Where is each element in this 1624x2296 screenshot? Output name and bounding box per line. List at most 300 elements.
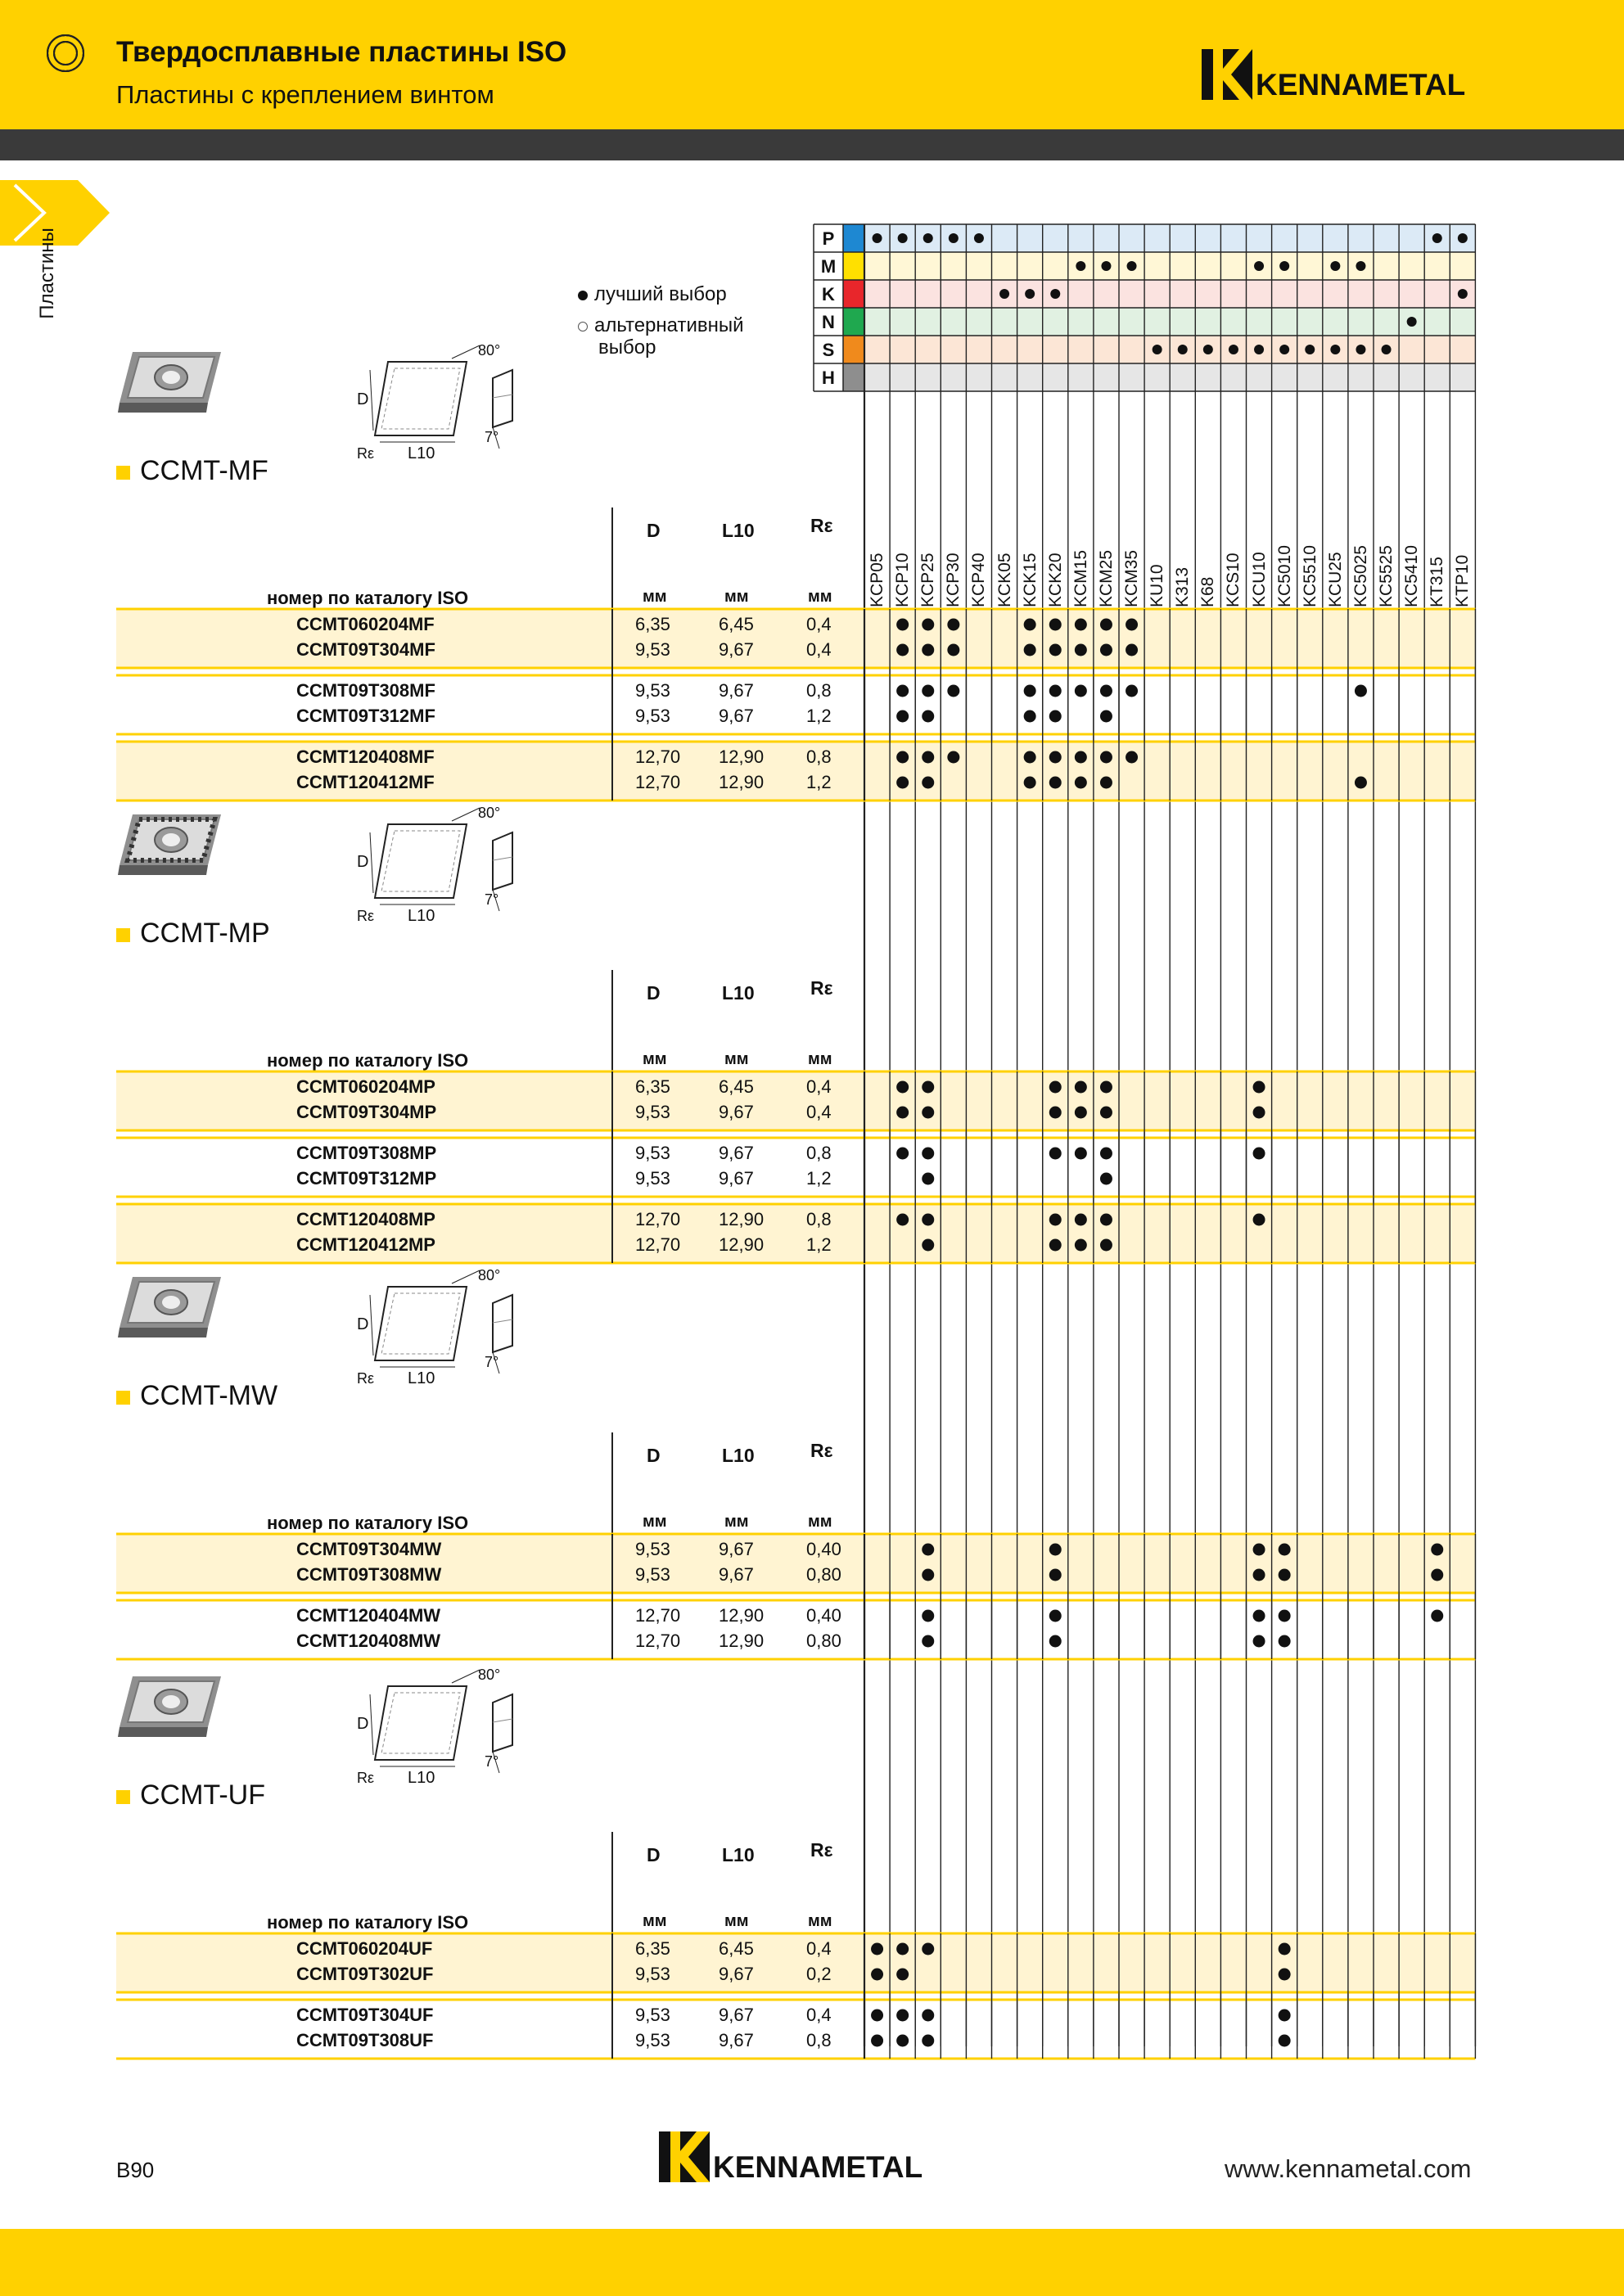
- dim-re: 0,8: [806, 1143, 832, 1163]
- grade-dot: [947, 751, 959, 764]
- material-dot: [1178, 345, 1188, 354]
- material-letter-k: K: [822, 284, 835, 304]
- dim-l10: 9,67: [719, 1143, 754, 1163]
- diagram-l10-label: L10: [408, 444, 435, 462]
- footer-band: [0, 2229, 1624, 2296]
- footer-kennametal-logo: [659, 2130, 933, 2185]
- grade-dot: [1100, 751, 1112, 764]
- grade-dot: [1024, 644, 1036, 656]
- grade-dot: [1100, 685, 1112, 697]
- diagram-l10-label: L10: [408, 1769, 435, 1787]
- diagram-re-label: Rε: [357, 1770, 375, 1786]
- material-dot: [1279, 345, 1289, 354]
- page-title: Твердосплавные пластины ISO: [116, 36, 567, 68]
- grade-dot: [922, 751, 934, 764]
- grade-header-kc5010: KC5010: [1274, 545, 1294, 607]
- catalog-number: CCMT09T312MP: [296, 1168, 437, 1189]
- grade-dot: [1075, 619, 1087, 631]
- insert-photo-icon: [118, 352, 221, 413]
- grade-header-k313: K313: [1173, 566, 1193, 607]
- catalog-number: CCMT09T304MP: [296, 1102, 437, 1122]
- dim-d: 9,53: [635, 1564, 670, 1585]
- catalog-number: CCMT120408MP: [296, 1209, 435, 1229]
- catalog-number: CCMT09T304UF: [296, 2005, 434, 2025]
- dim-l10: 12,90: [719, 772, 765, 792]
- diagram-angle-label: 80°: [478, 805, 501, 821]
- col-header-d: D: [647, 1445, 661, 1466]
- grade-dot: [922, 2010, 934, 2022]
- dim-d: 12,70: [635, 1631, 681, 1651]
- diagram-l10-label: L10: [408, 907, 435, 925]
- grade-dot: [922, 1635, 934, 1648]
- grade-dot: [1126, 619, 1138, 631]
- grade-dot: [1100, 1081, 1112, 1094]
- dim-d: 9,53: [635, 1102, 670, 1122]
- material-dot: [949, 233, 959, 243]
- material-dot: [1407, 317, 1417, 327]
- grade-dot: [1100, 710, 1112, 723]
- svg-text:KENNAMETAL: KENNAMETAL: [713, 2150, 923, 2184]
- material-letter-m: M: [820, 256, 837, 277]
- family-name: CCMT-UF: [116, 1780, 265, 1811]
- grade-dot: [1049, 1239, 1062, 1252]
- family-name: CCMT-MP: [116, 918, 270, 950]
- material-dot: [1330, 345, 1340, 354]
- grade-dot: [1279, 1569, 1291, 1581]
- diagram-angle-label: 80°: [478, 1667, 501, 1683]
- diagram-clearance-label: 7°: [485, 1753, 499, 1770]
- unit-mm: мм: [724, 1513, 749, 1531]
- material-color-swatch: [843, 308, 864, 336]
- grade-header-kcp30: KCP30: [944, 553, 963, 607]
- grade-dot: [1049, 710, 1062, 723]
- dim-d: 12,70: [635, 1605, 681, 1626]
- grade-dot: [1279, 1943, 1291, 1955]
- grade-header-kc5510: KC5510: [1300, 545, 1320, 607]
- dim-d: 9,53: [635, 1539, 670, 1559]
- grade-header-kcu10: KCU10: [1249, 552, 1269, 607]
- grade-dot: [1253, 1569, 1265, 1581]
- grade-dot: [1075, 1107, 1087, 1119]
- grade-dot: [922, 1107, 934, 1119]
- material-dot: [1458, 233, 1468, 243]
- grade-dot: [1100, 1173, 1112, 1185]
- grade-dot: [1024, 685, 1036, 697]
- grade-dot: [1049, 1610, 1062, 1622]
- grade-dot: [922, 1239, 934, 1252]
- grade-header-ku10: KU10: [1148, 564, 1167, 607]
- grade-dot: [1075, 1239, 1087, 1252]
- dim-d: 9,53: [635, 1168, 670, 1189]
- grade-dot: [896, 1107, 909, 1119]
- grade-dot: [1126, 751, 1138, 764]
- catalog-number: CCMT09T304MF: [296, 639, 435, 660]
- grade-dot: [871, 2035, 883, 2047]
- catalog-number: CCMT09T308MP: [296, 1143, 437, 1163]
- grade-dot: [1049, 644, 1062, 656]
- dim-d: 12,70: [635, 747, 681, 767]
- dim-l10: 9,67: [719, 639, 754, 660]
- material-dot: [923, 233, 933, 243]
- material-dot: [974, 233, 984, 243]
- material-dot: [1356, 261, 1365, 271]
- grade-dot: [1049, 777, 1062, 789]
- grade-dot: [1075, 685, 1087, 697]
- grade-header-kcm35: KCM35: [1122, 549, 1141, 607]
- grade-header-kcp05: KCP05: [868, 553, 886, 607]
- family-name: CCMT-MW: [116, 1380, 277, 1412]
- dim-d: 12,70: [635, 1234, 681, 1255]
- dim-re: 0,40: [806, 1539, 841, 1559]
- unit-mm: мм: [724, 588, 749, 606]
- grade-dot: [896, 1148, 909, 1160]
- family-marker: [116, 466, 130, 480]
- dim-re: 1,2: [806, 706, 832, 726]
- dim-d: 6,35: [635, 614, 670, 634]
- grade-header-k68: K68: [1198, 576, 1218, 607]
- catalog-number: CCMT09T308MF: [296, 680, 435, 701]
- grade-dot: [1100, 619, 1112, 631]
- grade-dot: [922, 1610, 934, 1622]
- dim-l10: 9,67: [719, 1539, 754, 1559]
- grade-dot: [1075, 1214, 1087, 1226]
- grade-header-kcs10: KCS10: [1224, 553, 1243, 607]
- dim-re: 1,2: [806, 1234, 832, 1255]
- grade-dot: [896, 710, 909, 723]
- material-dot: [1025, 289, 1035, 299]
- unit-mm: мм: [808, 1513, 832, 1531]
- dim-d: 9,53: [635, 2005, 670, 2025]
- grade-dot: [896, 619, 909, 631]
- dim-l10: 12,90: [719, 1234, 765, 1255]
- svg-text:KENNAMETAL: KENNAMETAL: [1256, 68, 1466, 101]
- grade-dot: [1049, 1214, 1062, 1226]
- grade-dot: [1075, 644, 1087, 656]
- dim-re: 0,4: [806, 614, 832, 634]
- unit-mm: мм: [808, 1912, 832, 1930]
- material-color-swatch: [843, 336, 864, 363]
- grade-dot: [1024, 710, 1036, 723]
- grade-dot: [896, 777, 909, 789]
- grade-dot: [1075, 1148, 1087, 1160]
- page-number: B90: [116, 2158, 155, 2182]
- dim-re: 1,2: [806, 1168, 832, 1189]
- catalog-number: CCMT09T308MW: [296, 1564, 442, 1585]
- material-dot: [999, 289, 1009, 299]
- diagram-angle-label: 80°: [478, 342, 501, 359]
- unit-mm: мм: [643, 1912, 667, 1930]
- grade-dot: [1049, 1107, 1062, 1119]
- dim-re: 0,2: [806, 1964, 832, 1984]
- grade-header-kcu25: KCU25: [1325, 552, 1345, 607]
- grade-dot: [922, 1544, 934, 1556]
- grade-dot: [1100, 644, 1112, 656]
- grade-dot: [1279, 2035, 1291, 2047]
- section-label: Пластины: [36, 228, 58, 319]
- dim-d: 9,53: [635, 2030, 670, 2050]
- catalog-number: CCMT120404MW: [296, 1605, 441, 1626]
- grade-dot: [1075, 777, 1087, 789]
- grade-dot: [922, 1081, 934, 1094]
- material-letter-n: N: [822, 312, 835, 332]
- grade-dot: [922, 1148, 934, 1160]
- grade-header-kcm15: KCM15: [1071, 549, 1090, 607]
- diagram-d-label: D: [357, 1715, 369, 1733]
- material-letter-s: S: [822, 340, 835, 360]
- grade-dot: [1049, 1544, 1062, 1556]
- family-marker: [116, 1391, 130, 1405]
- material-color-swatch: [843, 224, 864, 252]
- catalog-number: CCMT09T302UF: [296, 1964, 434, 1984]
- grade-dot: [1075, 1081, 1087, 1094]
- material-dot: [1203, 345, 1213, 354]
- material-dot: [1101, 261, 1111, 271]
- col-header-re: Rε: [810, 1440, 833, 1461]
- family-name: CCMT-MF: [116, 455, 268, 487]
- grade-dot: [922, 619, 934, 631]
- grade-dot: [1100, 777, 1112, 789]
- grade-header-kc5525: KC5525: [1377, 545, 1396, 607]
- diagram-angle-label: 80°: [478, 1267, 501, 1283]
- dim-d: 9,53: [635, 639, 670, 660]
- legend-alternative: альтернативный: [578, 314, 744, 337]
- diagram-d-label: D: [357, 853, 369, 871]
- grade-dot: [1279, 1544, 1291, 1556]
- dim-l10: 9,67: [719, 2005, 754, 2025]
- material-color-swatch: [843, 363, 864, 391]
- grade-dot: [922, 1569, 934, 1581]
- col-header-catalog: номер по каталогу ISO: [267, 588, 469, 608]
- insert-photo-icon: [118, 1277, 221, 1337]
- grade-dot: [1279, 2010, 1291, 2022]
- grade-header-kc5410: KC5410: [1402, 545, 1422, 607]
- dim-l10: 12,90: [719, 747, 765, 767]
- unit-mm: мм: [724, 1050, 749, 1068]
- grade-header-kcm25: KCM25: [1096, 549, 1116, 607]
- grade-dot: [1355, 777, 1367, 789]
- col-header-re: Rε: [810, 977, 833, 999]
- catalog-number: CCMT060204UF: [296, 1938, 433, 1959]
- dim-re: 0,80: [806, 1564, 841, 1585]
- grade-dot: [871, 2010, 883, 2022]
- dim-d: 6,35: [635, 1938, 670, 1959]
- grade-dot: [1355, 685, 1367, 697]
- grade-dot: [1049, 1148, 1062, 1160]
- dim-d: 9,53: [635, 680, 670, 701]
- grade-dot: [1253, 1214, 1265, 1226]
- grade-header-kc5025: KC5025: [1351, 545, 1370, 607]
- grade-dot: [922, 1943, 934, 1955]
- catalog-number: CCMT120412MP: [296, 1234, 435, 1255]
- diagram-re-label: Rε: [357, 445, 375, 462]
- col-header-d: D: [647, 1844, 661, 1865]
- grade-dot: [896, 751, 909, 764]
- dim-d: 12,70: [635, 1209, 681, 1229]
- grade-header-ktp10: KTP10: [1453, 554, 1473, 607]
- dim-re: 0,40: [806, 1605, 841, 1626]
- diagram-clearance-label: 7°: [485, 429, 499, 445]
- material-dot: [1330, 261, 1340, 271]
- grade-dot: [922, 644, 934, 656]
- grade-dot: [1431, 1544, 1443, 1556]
- page-subtitle: Пластины с креплением винтом: [116, 80, 494, 109]
- material-letter-p: P: [822, 228, 835, 249]
- diagram-d-label: D: [357, 1315, 369, 1333]
- material-dot: [1254, 345, 1264, 354]
- grade-dot: [896, 1081, 909, 1094]
- catalog-number: CCMT09T308UF: [296, 2030, 434, 2050]
- col-header-d: D: [647, 982, 661, 1004]
- unit-mm: мм: [808, 588, 832, 606]
- dim-l10: 9,67: [719, 1964, 754, 1984]
- col-header-catalog: номер по каталогу ISO: [267, 1513, 469, 1533]
- grade-dot: [1431, 1610, 1443, 1622]
- col-header-d: D: [647, 520, 661, 541]
- dim-l10: 9,67: [719, 1564, 754, 1585]
- material-dot: [873, 233, 882, 243]
- grade-dot: [1049, 619, 1062, 631]
- material-color-swatch: [843, 252, 864, 280]
- catalog-number: CCMT060204MF: [296, 614, 435, 634]
- diagram-clearance-label: 7°: [485, 1354, 499, 1370]
- material-dot: [1458, 289, 1468, 299]
- col-header-catalog: номер по каталогу ISO: [267, 1912, 469, 1933]
- grade-header-kck05: KCK05: [995, 553, 1014, 607]
- catalog-number: CCMT09T312MF: [296, 706, 435, 726]
- material-dot: [1305, 345, 1315, 354]
- material-dot: [1279, 261, 1289, 271]
- grade-dot: [922, 1214, 934, 1226]
- grade-header-kck15: KCK15: [1020, 553, 1040, 607]
- grade-header-kcp40: KCP40: [969, 553, 989, 607]
- grade-dot: [1100, 1239, 1112, 1252]
- material-dot: [1050, 289, 1060, 299]
- dim-l10: 9,67: [719, 2030, 754, 2050]
- dim-d: 9,53: [635, 1964, 670, 1984]
- grade-header-kcp10: KCP10: [893, 553, 913, 607]
- grade-dot: [1253, 1610, 1265, 1622]
- col-header-l10: L10: [722, 1844, 755, 1865]
- grade-dot: [947, 644, 959, 656]
- grade-dot: [1279, 1635, 1291, 1648]
- grade-header-kcp25: KCP25: [918, 553, 938, 607]
- dim-d: 12,70: [635, 772, 681, 792]
- unit-mm: мм: [643, 1513, 667, 1531]
- col-header-catalog: номер по каталогу ISO: [267, 1050, 469, 1071]
- grade-dot: [1126, 644, 1138, 656]
- catalog-number: CCMT120408MF: [296, 747, 435, 767]
- legend-alternative-line2: выбор: [598, 336, 656, 359]
- dim-d: 9,53: [635, 706, 670, 726]
- grade-header-kt315: KT315: [1428, 557, 1447, 607]
- grade-dot: [1049, 751, 1062, 764]
- grade-header-kck20: KCK20: [1045, 553, 1065, 607]
- grade-dot: [1253, 1148, 1265, 1160]
- catalog-number: CCMT09T304MW: [296, 1539, 442, 1559]
- material-dot: [1076, 261, 1085, 271]
- dim-re: 0,4: [806, 1102, 832, 1122]
- grade-dot: [1100, 1107, 1112, 1119]
- col-header-l10: L10: [722, 1445, 755, 1466]
- catalog-number: CCMT060204MP: [296, 1076, 435, 1097]
- grade-dot: [1024, 777, 1036, 789]
- grade-dot: [1100, 1214, 1112, 1226]
- grade-dot: [1253, 1635, 1265, 1648]
- grade-dot: [1024, 619, 1036, 631]
- grade-dot: [896, 2035, 909, 2047]
- material-dot: [898, 233, 908, 243]
- material-dot: [1432, 233, 1442, 243]
- dim-l10: 9,67: [719, 1168, 754, 1189]
- material-color-swatch: [843, 280, 864, 308]
- legend-best: лучший выбор: [578, 283, 727, 306]
- grade-dot: [922, 1173, 934, 1185]
- diagram-l10-label: L10: [408, 1369, 435, 1387]
- diagram-re-label: Rε: [357, 1370, 375, 1387]
- diagram-d-label: D: [357, 390, 369, 408]
- grade-dot: [871, 1943, 883, 1955]
- grade-dot: [1049, 1635, 1062, 1648]
- grade-dot: [1126, 685, 1138, 697]
- grade-dot: [1075, 751, 1087, 764]
- insert-photo-icon: [118, 1676, 221, 1737]
- dim-l10: 12,90: [719, 1605, 765, 1626]
- grade-dot: [1049, 1081, 1062, 1094]
- grade-dot: [1279, 1969, 1291, 1981]
- grade-dot: [922, 777, 934, 789]
- dim-d: 6,35: [635, 1076, 670, 1097]
- dim-re: 0,4: [806, 2005, 832, 2025]
- material-letter-h: H: [822, 368, 835, 388]
- dim-l10: 6,45: [719, 1076, 754, 1097]
- family-marker: [116, 928, 130, 942]
- dim-l10: 9,67: [719, 706, 754, 726]
- grade-dot: [922, 2035, 934, 2047]
- diagram-re-label: Rε: [357, 908, 375, 924]
- family-marker: [116, 1790, 130, 1804]
- grade-dot: [1100, 1148, 1112, 1160]
- col-header-re: Rε: [810, 1839, 833, 1861]
- grade-dot: [896, 1214, 909, 1226]
- dim-re: 1,2: [806, 772, 832, 792]
- material-dot: [1356, 345, 1365, 354]
- grade-dot: [896, 644, 909, 656]
- dim-l10: 9,67: [719, 1102, 754, 1122]
- dim-l10: 6,45: [719, 614, 754, 634]
- grade-dot: [1431, 1569, 1443, 1581]
- material-dot: [1382, 345, 1392, 354]
- dim-re: 0,8: [806, 680, 832, 701]
- material-dot: [1254, 261, 1264, 271]
- website-link[interactable]: www.kennametal.com: [1225, 2154, 1472, 2183]
- grade-dot: [896, 2010, 909, 2022]
- grade-dot: [922, 710, 934, 723]
- diagram-clearance-label: 7°: [485, 891, 499, 908]
- grade-dot: [922, 685, 934, 697]
- unit-mm: мм: [724, 1912, 749, 1930]
- col-header-l10: L10: [722, 520, 755, 541]
- grade-dot: [871, 1969, 883, 1981]
- grade-dot: [1049, 685, 1062, 697]
- dim-re: 0,80: [806, 1631, 841, 1651]
- grade-dot: [947, 685, 959, 697]
- dim-d: 9,53: [635, 1143, 670, 1163]
- grade-dot: [1253, 1081, 1265, 1094]
- dim-l10: 12,90: [719, 1209, 765, 1229]
- dim-l10: 6,45: [719, 1938, 754, 1959]
- grade-dot: [896, 1969, 909, 1981]
- grade-dot: [1253, 1107, 1265, 1119]
